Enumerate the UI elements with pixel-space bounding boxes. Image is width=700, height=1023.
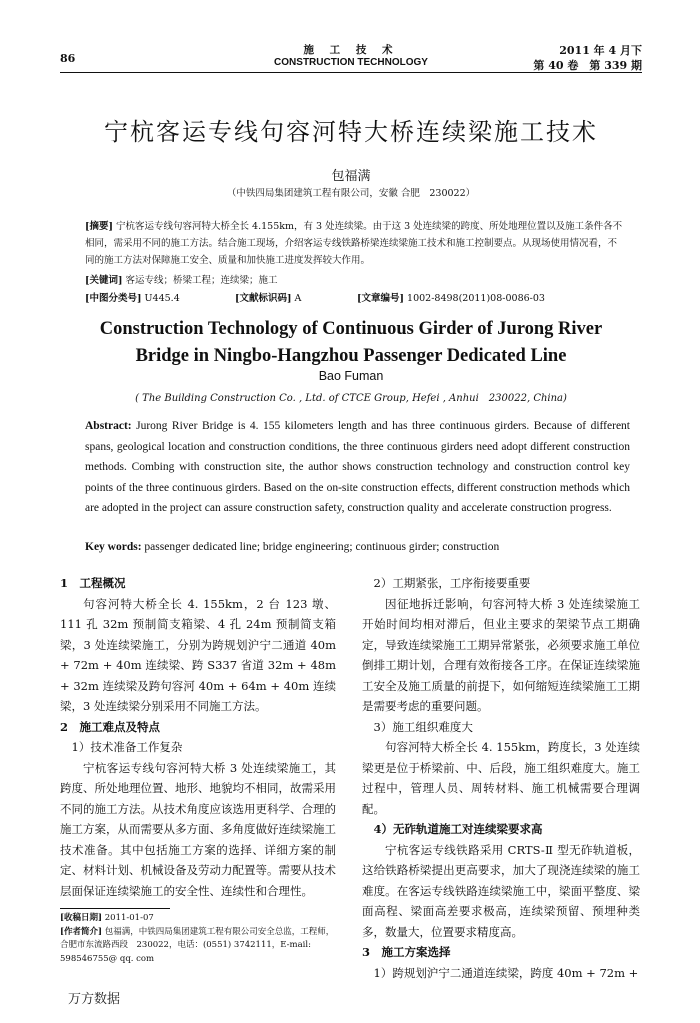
section-1-heading: 1 工程概况 (60, 576, 126, 590)
received-label: [收稿日期] (60, 913, 103, 923)
journal-name-en: CONSTRUCTION TECHNOLOGY (274, 57, 428, 68)
left-column (60, 573, 336, 901)
title-cn: 宁杭客运专线句容河特大桥连续梁施工技术 (104, 118, 598, 146)
keywords-cn (85, 272, 625, 286)
clc-value: U445.4 (144, 293, 180, 304)
section-2-heading: 2 施工难点及特点 (60, 719, 161, 734)
title-en-line2: Bridge in Ningbo-Hangzhou Passenger Dedicated Line (135, 346, 567, 366)
section-3-1-paragraph: 1）跨规划沪宁二通道连续梁，跨度 40m + 72m + (373, 965, 639, 980)
abstract-cn (85, 218, 625, 269)
author-bio-label: [作者简介] (60, 926, 103, 937)
page-number: 86 (60, 52, 76, 65)
article-number-label: [文章编号] (357, 293, 404, 304)
author-bio (60, 926, 336, 967)
affiliation-cn: （中铁四局集团建筑工程有限公司，安徽 合肥 230022） (226, 188, 476, 199)
section-2-3-heading: 3）施工组织难度大 (373, 719, 473, 734)
doc-code-label: [文献标识码] (235, 293, 292, 304)
abstract-en-text: Jurong River Bridge is 4. 155 kilometers length and has three continuous girders. Because of different spans, geological location and construction conditions, the three continuous girders need adopt different construction methods. Combing with construction site, the author shows construction technology and construction control key points of the three continuous girders. Based on the on-site construction effects, different construction methods which are adopted in the project can assure construction safety, construction quality and accelerate construction progress. (85, 420, 630, 514)
article-number (357, 290, 545, 304)
author-cn: 包福满 (331, 169, 371, 184)
journal-name-cn: 施 工 技 术 (303, 44, 399, 56)
abstract-cn-text: 宁杭客运专线句容河特大桥全长 4.155km，有 3 处连续梁。由于这 3 处连续梁的跨度、所处地理位置以及施工条件各不相同，需采用不同的施工方法。结合施工现场，介绍客运专线铁路桥梁连续梁施工技术和施工控制要点。从现场使用情况看，不同的施工方法对保障施工安全、质量和加快施工进度发挥较大作用。 (85, 221, 623, 266)
received-date (60, 912, 336, 926)
abstract-en (85, 416, 630, 519)
keywords-en-text: passenger dedicated line; bridge engineering; continuous girder; construction (144, 541, 500, 553)
received-value: 2011-01-07 (104, 913, 154, 923)
section-3-heading: 3 施工方案选择 (362, 945, 451, 959)
section-2-2-paragraph: 因征地拆迁影响，句容河特大桥 3 处连续梁施工开始时间均相对滞后，但业主要求的架梁节点工期确定，导致连续梁施工工期异常紧张，必须要求施工单位倒排工期计划，合理有效衔接各工序。在保证连续梁施工安全及施工质量的前提下，如何缩短连续梁施工工期是需要考虑的重要问题。 (362, 596, 640, 713)
keywords-en-label: Key words: (85, 541, 142, 553)
section-2-2-heading: 2）工期紧张，工序衔接要重要 (373, 576, 531, 590)
title-en-line1: Construction Technology of Continuous Girder of Jurong River (99, 319, 603, 339)
section-1-paragraph: 句容河特大桥全长 4. 155km，2 台 123 墩、111 孔 32m 预制简支箱梁、4 孔 24m 预制简支箱梁，3 处连续梁施工，分别为跨规划沪宁二通道 40m + 72m + 40m 连续梁、跨 S337 省道 32m + 48m + 32m 连续梁及跨句容河 40m + 64m + 40m 连续梁，3 处连续梁分别采用不同施工方法。 (60, 596, 336, 713)
clc-label: [中图分类号] (85, 293, 142, 304)
keywords-cn-text: 客运专线；桥梁工程；连续梁；施工 (125, 275, 278, 286)
right-column (362, 573, 640, 983)
doc-code (235, 290, 301, 304)
watermark: 万方数据 (68, 992, 121, 1007)
title-en (60, 316, 642, 370)
author-bio-text: 包福满，中铁四局集团建筑工程有限公司安全总监，工程师，合肥市东流路西段 230022，电话：(0551) 3742111，E-mail: 598546755@ qq. com (60, 926, 335, 964)
section-2-4-paragraph: 宁杭客运专线铁路采用 CRTS-Ⅱ 型无砟轨道板，这给铁路桥梁提出更高要求，加大了现浇连续梁的施工难度。在客运专线铁路连续梁施工中，梁面平整度、梁面高程、梁面高差要求极高，连续梁预留、预埋种类多，数量大，位置要求精度高。 (362, 842, 640, 939)
doc-code-value: A (294, 293, 302, 304)
issue-date: 2011 年 4 月下 (559, 44, 642, 57)
abstract-en-label: Abstract: (85, 420, 132, 432)
clc-number (85, 290, 180, 304)
section-2-4-heading: 4）无砟轨道施工对连续梁要求高 (373, 822, 543, 836)
volume-issue: 第 40 卷 第 339 期 (533, 59, 642, 72)
author-en: Bao Fuman (318, 369, 384, 383)
keywords-cn-label: [关键词] (85, 275, 123, 286)
keywords-en (85, 537, 630, 558)
section-2-1-paragraph: 宁杭客运专线句容河特大桥 3 处连续梁施工，其跨度、所处地理位置、地形、地貌均不相同，故需采用不同的施工方法。从技术角度应该选用更科学、合理的施工方案，从而需要从多方面、多角度做好连续梁施工技术准备。其中包括施工方案的选择、详细方案的制定、材料计划、机械设备及劳动力配置等。需要从技术层面保证连续梁施工的安全性、连续性和合理性。 (60, 760, 336, 898)
article-number-value: 1002-8498(2011)08-0086-03 (407, 293, 545, 304)
abstract-cn-label: [摘要] (85, 221, 113, 232)
header-rule (60, 72, 642, 73)
affiliation-en: ( The Building Construction Co. , Ltd. of CTCE Group, Hefei , Anhui 230022, China) (135, 393, 567, 404)
section-2-3-paragraph: 句容河特大桥全长 4. 155km，跨度长，3 处连续梁更是位于桥梁前、中、后段，施工组织难度大。施工过程中，管理人员、周转材料、施工机械需要合理调配。 (362, 740, 640, 816)
footnote-rule (60, 908, 170, 909)
footnote (60, 912, 336, 966)
section-2-1-heading: 1）技术准备工作复杂 (71, 740, 183, 754)
